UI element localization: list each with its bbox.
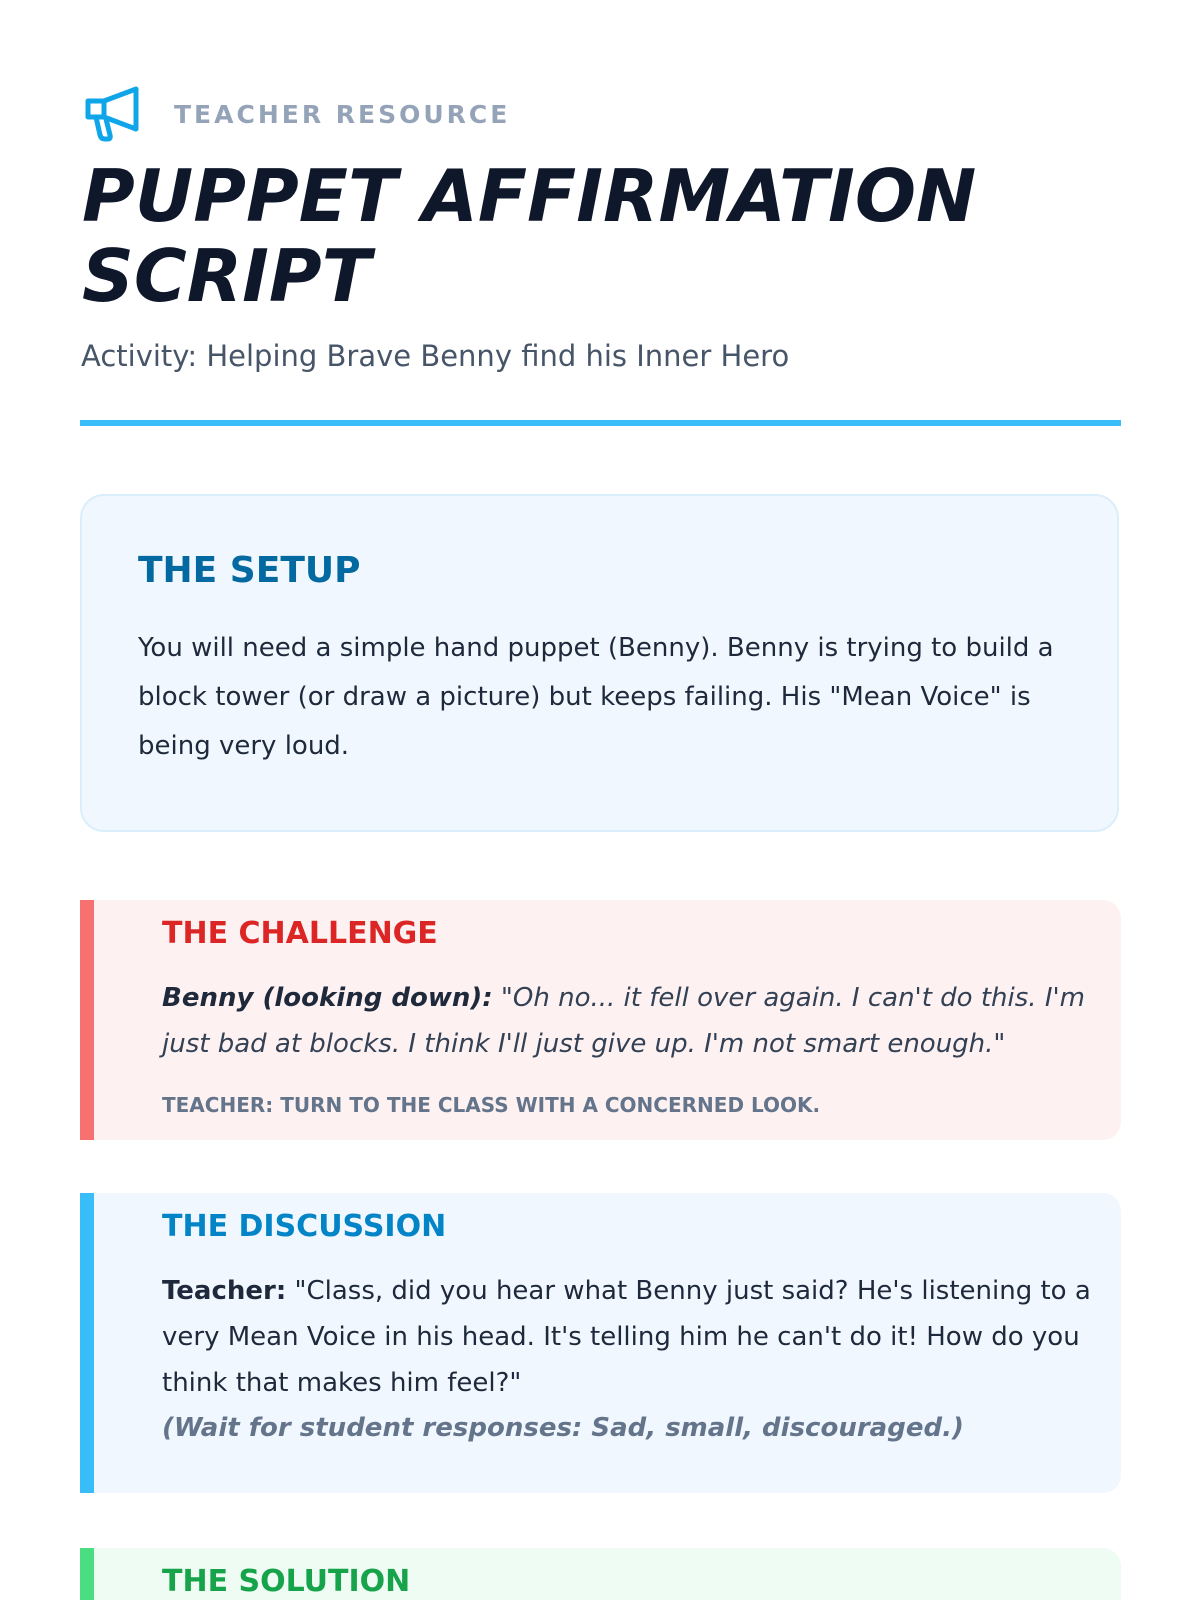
discussion-dialogue bbox=[162, 1268, 1112, 1406]
setup-heading: THE SETUP bbox=[138, 550, 361, 591]
eyebrow-label: TEACHER RESOURCE bbox=[174, 99, 511, 129]
setup-body: You will need a simple hand puppet (Benny). Benny is trying to build a block tower (or draw a picture) but keeps failing. His "Mean Voice" is being very loud. bbox=[138, 633, 1054, 761]
challenge-quote: "Oh no... it fell over again. I can't do this. I'm just bad at blocks. I think I'll just give up. I'm not smart enough." bbox=[162, 983, 1085, 1059]
challenge-section bbox=[80, 900, 1121, 1140]
challenge-speaker: Benny (looking down): bbox=[162, 983, 493, 1013]
discussion-quote: "Class, did you hear what Benny just said? He's listening to a very Mean Voice in his head. It's telling him he can't do it! How do you think that makes him feel?" bbox=[162, 1276, 1091, 1398]
challenge-dialogue bbox=[162, 975, 1121, 1067]
page-title: PUPPET AFFIRMATION SCRIPT bbox=[82, 154, 977, 318]
header-eyebrow-row bbox=[84, 84, 510, 144]
discussion-heading: THE DISCUSSION bbox=[162, 1209, 447, 1244]
solution-heading: THE SOLUTION bbox=[162, 1564, 411, 1599]
megaphone-icon bbox=[84, 85, 142, 143]
page-subtitle: Activity: Helping Brave Benny find his Inner Hero bbox=[81, 339, 790, 373]
challenge-stage-direction: TEACHER: TURN TO THE CLASS WITH A CONCERNED LOOK. bbox=[162, 1093, 821, 1117]
header-divider bbox=[80, 420, 1121, 426]
discussion-aside: (Wait for student responses: Sad, small, discouraged.) bbox=[162, 1413, 964, 1443]
challenge-heading: THE CHALLENGE bbox=[162, 916, 438, 951]
discussion-speaker: Teacher: bbox=[162, 1276, 287, 1306]
solution-section bbox=[80, 1548, 1121, 1600]
setup-card bbox=[80, 494, 1119, 832]
discussion-section bbox=[80, 1193, 1121, 1493]
